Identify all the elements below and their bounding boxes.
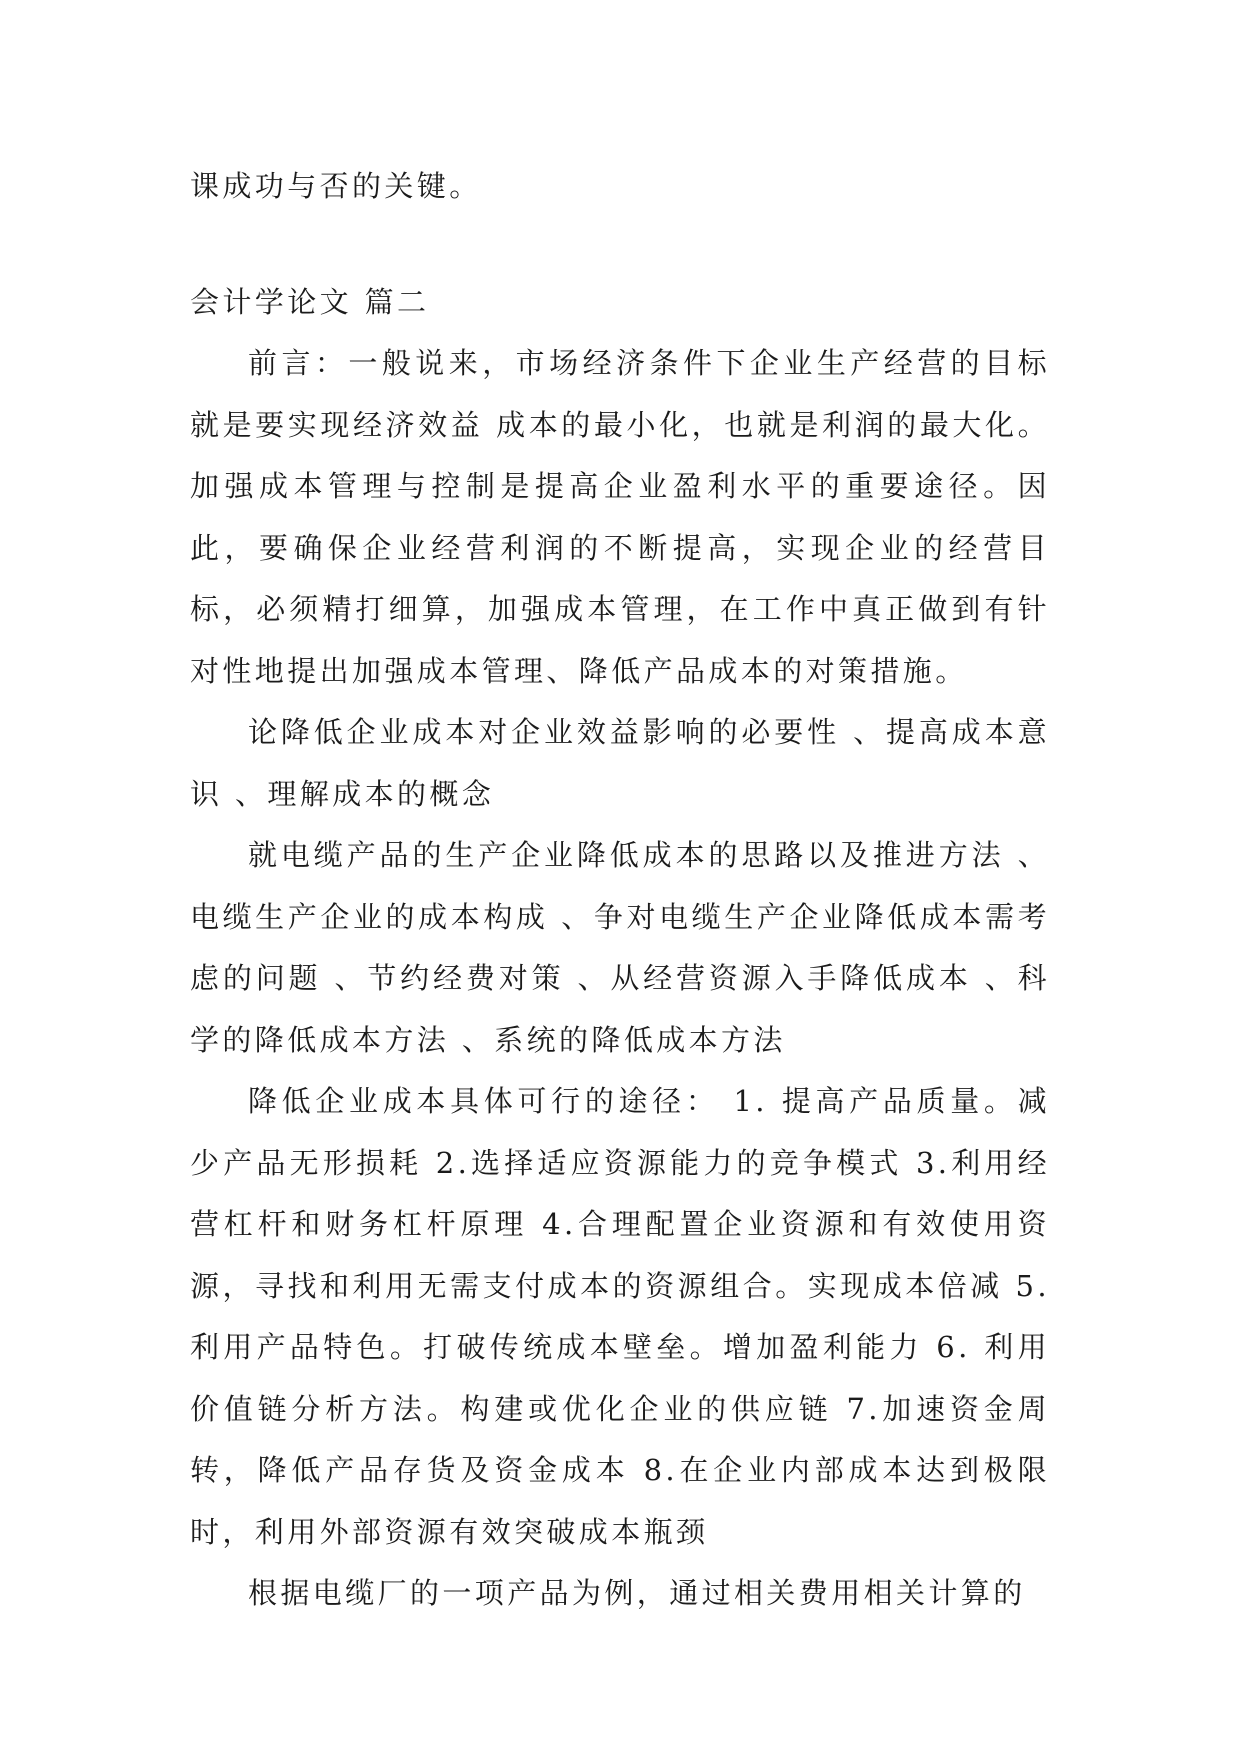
section-heading: 会计学论文 篇二 bbox=[190, 285, 430, 319]
paragraph-ways: 降低企业成本具体可行的途径： 1. 提高产品质量。减少产品无形损耗 2.选择适应资源能力的竞争模式 3.利用经营杠杆和财务杠杆原理 4.合理配置企业资源和有效使用资源，寻找和利用无需支付成本的资源组合。实现成本倍减 5.利用产品特色。打破传统成本壁垒。增加盈利能力 6. 利用价值链分析方法。构建或优化企业的供应链 7.加速资金周转，降低产品存货及资金成本 8.在企业内部成本达到极限时，利用外部资源有效突破成本瓶颈 bbox=[190, 1084, 1050, 1549]
paragraph-preface: 前言：一般说来，市场经济条件下企业生产经营的目标就是要实现经济效益 成本的最小化，也就是利润的最大化。加强成本管理与控制是提高企业盈利水平的重要途径。因此，要确保企业经营利润的不断提高，实现企业的经营目标，必须精打细算，加强成本管理，在工作中真正做到有针对性地提出加强成本管理、降低产品成本的对策措施。 bbox=[190, 346, 1050, 688]
section-body bbox=[190, 333, 1050, 1625]
continued-paragraph: 课成功与否的关键。 bbox=[190, 169, 482, 203]
paragraph-cable-approach: 就电缆产品的生产企业降低成本的思路以及推进方法 、电缆生产企业的成本构成 、争对电缆生产企业降低成本需考虑的问题 、节约经费对策 、从经营资源入手降低成本 、科学的降低成本方法 、系统的降低成本方法 bbox=[190, 838, 1050, 1057]
paragraph-example: 根据电缆厂的一项产品为例，通过相关费用相关计算的 bbox=[248, 1576, 1026, 1610]
paragraph-necessity: 论降低企业成本对企业效益影响的必要性 、提高成本意识 、理解成本的概念 bbox=[190, 715, 1050, 811]
